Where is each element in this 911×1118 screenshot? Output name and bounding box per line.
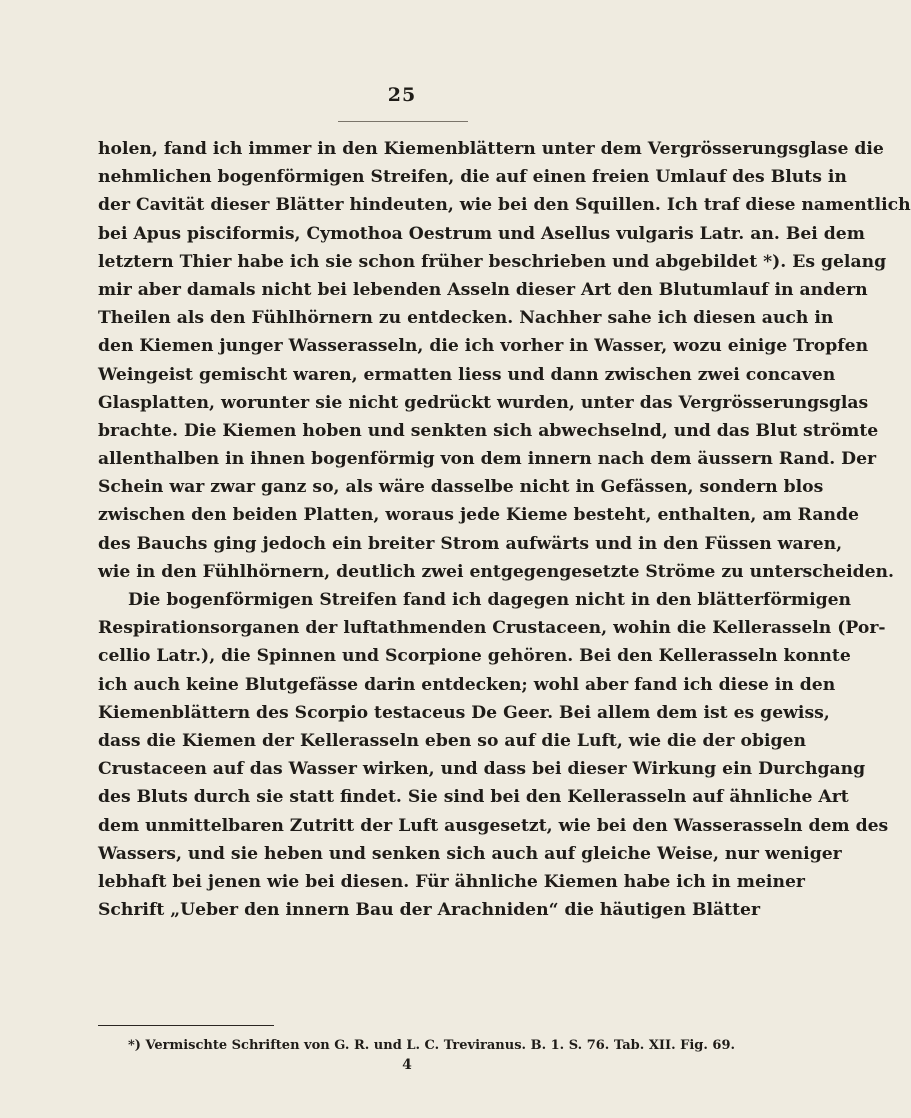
- text-line: mir aber damals nicht bei lebenden Asseln dieser Art den Blutumlauf in andern: [98, 279, 868, 300]
- text-line: Wassers, und sie heben und senken sich auch auf gleiche Weise, nur weniger: [98, 843, 842, 864]
- text-line: bei Apus pisciformis, Cymothoa Oestrum und Asellus vulgaris Latr. an. Bei dem: [98, 223, 865, 244]
- text-line: zwischen den beiden Platten, woraus jede Kieme besteht, enthalten, am Rande: [98, 505, 859, 526]
- text-line: Kiemenblättern des Scorpio testaceus De Geer. Bei allem dem ist es gewiss,: [98, 702, 830, 723]
- text-line: Crustaceen auf das Wasser wirken, und dass bei dieser Wirkung ein Durchgang: [98, 759, 866, 780]
- text-line: Die bogenförmigen Streifen fand ich dagegen nicht in den blätterförmigen: [128, 590, 852, 610]
- text-line: der Cavität dieser Blätter hindeuten, wie bei den Squillen. Ich traf diese namentlich: [98, 195, 911, 216]
- body-text: [98, 135, 911, 924]
- text-line: des Bauchs ging jedoch ein breiter Strom aufwärts und in den Füssen waren,: [98, 533, 843, 554]
- text-line: nehmlichen bogenförmigen Streifen, die auf einen freien Umlauf des Bluts in: [98, 167, 847, 188]
- signature-mark: 4: [402, 1057, 412, 1073]
- text-line: cellio Latr.), die Spinnen und Scorpione gehören. Bei den Kellerasseln konnte: [98, 646, 851, 667]
- text-line: brachte. Die Kiemen hoben und senkten sich abwechselnd, und das Blut strömte: [98, 420, 879, 441]
- text-line: ich auch keine Blutgefässe darin entdecken; wohl aber fand ich diese in den: [98, 674, 836, 695]
- text-line: letztern Thier habe ich sie schon früher beschrieben und abgebildet *). Es gelang: [98, 251, 887, 272]
- header-rule: [338, 121, 468, 122]
- text-line: Schrift „Ueber den innern Bau der Arachniden“ die häutigen Blätter: [98, 900, 761, 921]
- text-line: Schein war zwar ganz so, als wäre dasselbe nicht in Gefässen, sondern blos: [98, 477, 824, 498]
- text-line: Weingeist gemischt waren, ermatten liess und dann zwischen zwei concaven: [98, 364, 836, 385]
- footnote: *) Vermischte Schriften von G. R. und L. C. Treviranus. B. 1. S. 76. Tab. XII. Fig. 69.: [128, 1038, 736, 1053]
- text-line: dass die Kiemen der Kellerasseln eben so auf die Luft, wie die der obigen: [98, 730, 806, 751]
- text-line: allenthalben in ihnen bogenförmig von dem innern nach dem äussern Rand. Der: [98, 449, 877, 470]
- page-number: 25: [387, 84, 417, 106]
- text-line: Glasplatten, worunter sie nicht gedrückt wurden, unter das Vergrösserungsglas: [98, 392, 869, 413]
- text-line: dem unmittelbaren Zutritt der Luft ausgesetzt, wie bei den Wasserasseln dem des: [98, 815, 889, 836]
- text-line: den Kiemen junger Wasserasseln, die ich vorher in Wasser, wozu einige Tropfen: [98, 336, 869, 357]
- text-line: holen, fand ich immer in den Kiemenblättern unter dem Vergrösserungsglase die: [98, 139, 884, 159]
- footnote-rule: [98, 1025, 274, 1026]
- text-line: des Bluts durch sie statt findet. Sie sind bei den Kellerasseln auf ähnliche Art: [98, 787, 849, 808]
- text-line: Theilen als den Fühlhörnern zu entdecken. Nachher sahe ich diesen auch in: [98, 308, 834, 329]
- text-line: wie in den Fühlhörnern, deutlich zwei entgegengesetzte Ströme zu unterscheiden.: [98, 561, 895, 582]
- text-line: lebhaft bei jenen wie bei diesen. Für ähnliche Kiemen habe ich in meiner: [98, 871, 805, 892]
- text-line: Respirationsorganen der luftathmenden Crustaceen, wohin die Kellerasseln (Por-: [98, 618, 886, 639]
